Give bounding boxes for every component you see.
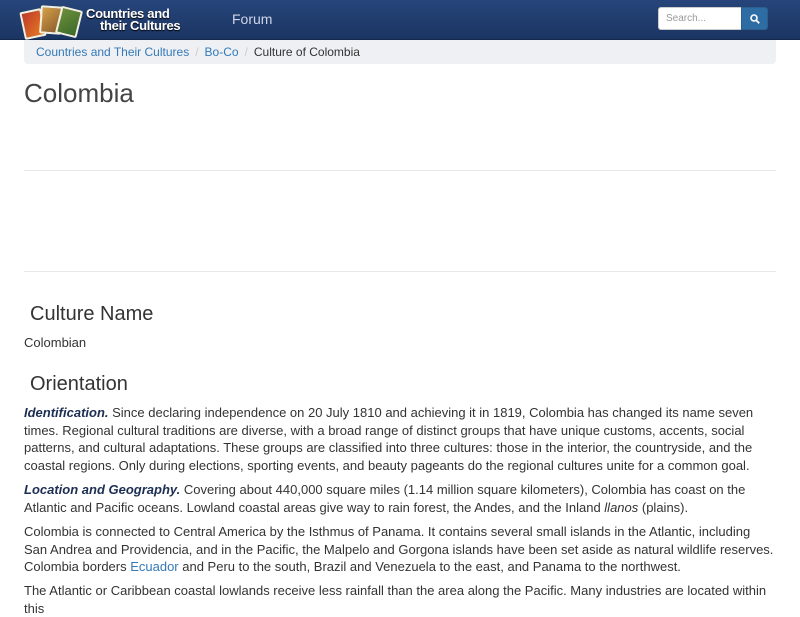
identification-text: Since declaring independence on 20 July 1810 and achieving it in 1819, Colombia has changed its name seven times. Regional cultural traditions are diverse, with a broad range of distinct groups that have unique customs, accents, social patterns, and cultural adaptations. These groups are classified into three cultures: those in the interior, the countryside, and the coastal regions. Only during elections, sporting events, and beauty pageants do the regional cultures unite for a common goal. bbox=[24, 405, 754, 473]
identification-paragraph bbox=[24, 404, 776, 474]
breadcrumb-separator: / bbox=[244, 45, 248, 59]
culture-name-heading: Culture Name bbox=[30, 303, 154, 325]
search-input[interactable] bbox=[658, 7, 742, 30]
connected-text-a: Colombia is connected to Central America by the Isthmus of Panama. It contains several small islands in the Atlantic, including San Andrea and Providencia, and in the Pacific, the Malpelo and Gorgona islands have been set aside as natural wildlife reserves. Colombia borders bbox=[24, 524, 774, 574]
atlantic-paragraph: The Atlantic or Caribbean coastal lowlands receive less rainfall than the area along the Pacific. Many industries are located within this bbox=[24, 583, 767, 616]
connected-text-b: and Peru to the south, Brazil and Venezuela to the east, and Panama to the northwest. bbox=[178, 559, 681, 574]
search-button[interactable] bbox=[741, 7, 768, 30]
divider bbox=[24, 170, 776, 171]
breadcrumb-current: Culture of Colombia bbox=[253, 45, 360, 59]
site-logo[interactable] bbox=[22, 2, 218, 40]
top-navbar bbox=[0, 0, 800, 40]
location-paragraph bbox=[24, 481, 776, 516]
location-lead: Location and Geography. bbox=[24, 482, 181, 497]
search-form bbox=[658, 7, 768, 30]
breadcrumb bbox=[24, 40, 776, 64]
nav-forum-link[interactable]: Forum bbox=[232, 11, 273, 27]
location-text-b: (plains). bbox=[638, 499, 689, 515]
logo-image bbox=[22, 4, 84, 38]
logo-text bbox=[86, 8, 180, 32]
logo-line-2: their Cultures bbox=[100, 18, 181, 33]
location-text-a: Covering about 440,000 square miles (1.14 million square kilometers), Colombia has coast on the Atlantic and Pacific oceans. Lowland coastal areas give way to rain forest, the Andes, and the Inland bbox=[24, 482, 746, 515]
culture-name-value: Colombian bbox=[24, 335, 87, 350]
connected-paragraph bbox=[24, 523, 776, 576]
ecuador-link[interactable]: Ecuador bbox=[130, 559, 179, 574]
breadcrumb-separator: / bbox=[195, 45, 199, 59]
page-title: Colombia bbox=[24, 78, 134, 108]
logo-line-1: Countries and bbox=[86, 6, 170, 21]
breadcrumb-countries[interactable]: Countries and Their Cultures bbox=[36, 45, 190, 59]
location-italic: llanos bbox=[604, 499, 639, 515]
breadcrumb-bo-co[interactable]: Bo-Co bbox=[204, 45, 239, 59]
search-icon bbox=[750, 14, 760, 24]
divider bbox=[24, 271, 776, 272]
orientation-heading: Orientation bbox=[30, 373, 128, 395]
identification-lead: Identification. bbox=[24, 405, 109, 420]
